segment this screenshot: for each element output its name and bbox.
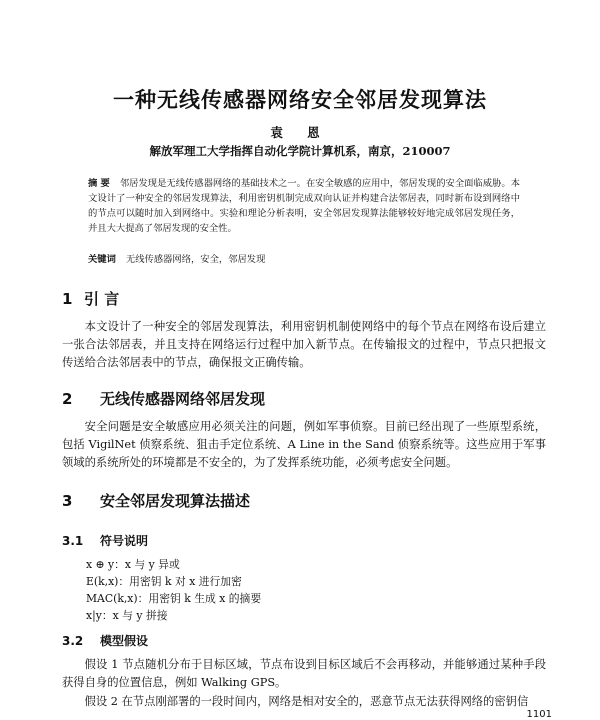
section-number: 3 [62, 492, 73, 510]
symbol-item: x ⊕ y：x 与 y 异或 [86, 558, 180, 571]
section-number: 2 [62, 390, 73, 408]
section-heading-2 [62, 388, 265, 409]
section-2-paragraph: 安全问题是安全敏感应用必须关注的问题，例如军事侦察。目前已经出现了一些原型系统，包括 VigilNet 侦察系统、狙击手定位系统、A Line in the Sand 侦察系统等。这些应用于军事领域的系统所处的环境都是不安全的，为了发挥系统功能，必须考虑安全问题。 [62, 420, 546, 469]
subsection-title: 模型假设 [100, 634, 149, 648]
section-title: 引 言 [84, 290, 120, 308]
symbol-item: MAC(k,x)：用密钥 k 生成 x 的摘要 [86, 592, 262, 605]
symbol-list [86, 556, 261, 624]
subsection-number: 3.1 [62, 534, 84, 548]
keywords-label: 关键词 [88, 254, 116, 265]
section-heading-3 [62, 490, 250, 511]
subsection-number: 3.2 [62, 634, 84, 648]
symbol-item: E(k,x)：用密钥 k 对 x 进行加密 [86, 575, 242, 588]
symbol-item: x|y：x 与 y 拼接 [86, 609, 168, 622]
subsection-heading-3-1 [62, 532, 148, 549]
subsection-title: 符号说明 [100, 534, 149, 548]
author-name: 袁 恩 [270, 125, 330, 140]
keywords-text: 无线传感器网络，安全，邻居发现 [125, 254, 266, 265]
section-1-paragraph: 本文设计了一种安全的邻居发现算法，利用密钥机制使网络中的每个节点在网络布设后建立一张合法邻居表，并且支持在网络运行过程中加入新节点。在传输报文的过程中，节点只把报文传送给合法邻居表中的节点，确保报文正确传输。 [62, 320, 546, 369]
author-affiliation: 解放军理工大学指挥自动化学院计算机系，南京，210007 [149, 144, 451, 158]
subsection-heading-3-2 [62, 632, 148, 649]
keywords [88, 251, 520, 265]
assumption-1: 假设 1 节点随机分布于目标区域，节点布设到目标区域后不会再移动，并能够通过某种手段获得自身的位置信息，例如 Walking GPS。 [62, 658, 546, 689]
section-title: 无线传感器网络邻居发现 [100, 390, 266, 408]
paper-title: 一种无线传感器网络安全邻居发现算法 [113, 88, 487, 112]
abstract [88, 176, 520, 236]
section-title: 安全邻居发现算法描述 [100, 492, 251, 510]
abstract-label: 摘 要 [88, 178, 110, 189]
section-number: 1 [62, 290, 73, 308]
assumption-2: 假设 2 在节点刚部署的一段时间内，网络是相对安全的，恶意节点无法获得网络的密钥信 [84, 695, 529, 708]
section-heading-1 [62, 288, 119, 309]
abstract-text: 邻居发现是无线传感器网络的基础技术之一。在安全敏感的应用中，邻居发现的安全面临威胁。本文设计了一种安全的邻居发现算法，利用密钥机制完成双向认证并构建合法邻居表，同时新布设到网络中的节点可以随时加入到网络中。实验和理论分析表明，安全邻居发现算法能够较好地完成邻居发现任务，并且大大提高了邻居发现的安全性。 [88, 178, 520, 234]
page-number: 1101 [526, 709, 552, 720]
